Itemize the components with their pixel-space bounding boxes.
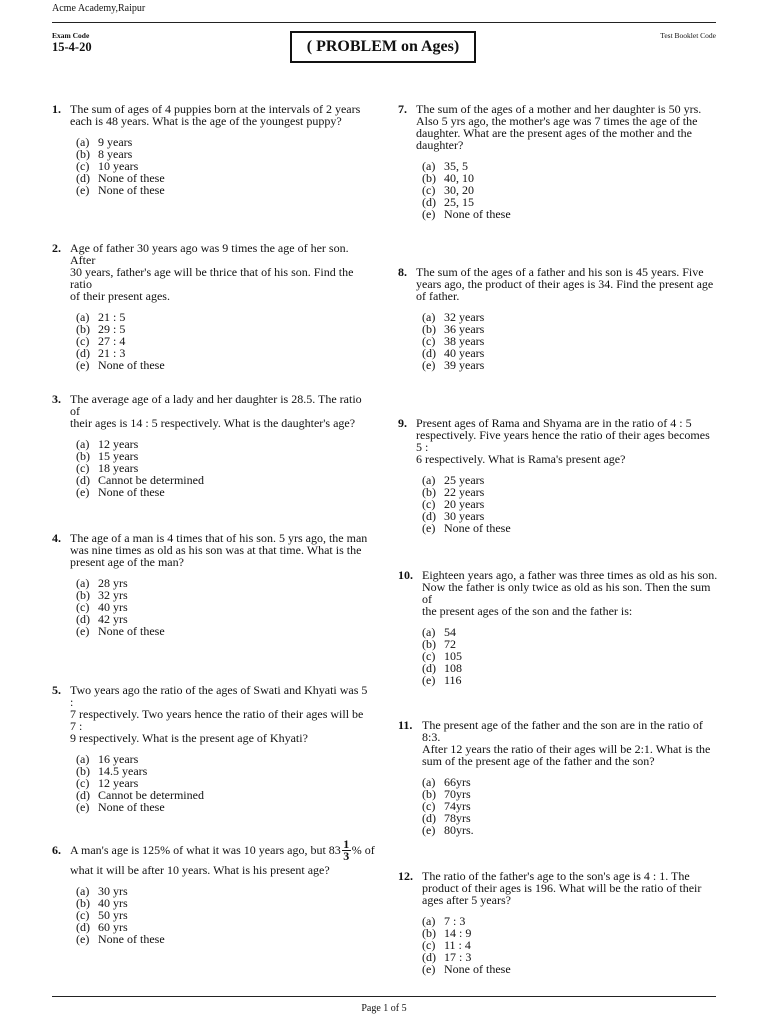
option: (e) None of these <box>422 521 511 535</box>
option: (d) Cannot be determined <box>76 473 204 487</box>
option: (e) None of these <box>76 932 165 946</box>
option: (d) 42 yrs <box>76 612 128 626</box>
question-5 <box>52 684 372 813</box>
option: (a) 66yrs <box>422 775 471 789</box>
question-1 <box>52 103 372 196</box>
question-7 <box>398 103 718 220</box>
question-text: Eighteen years ago, a father was three times as old as his son. Now the father is only twice as old as his son. Then the sum of the present ages of the son and the father is: <box>422 568 718 618</box>
question-text: The sum of the ages of a mother and her daughter is 50 yrs. Also 5 yrs ago, the mother's age was 7 times the age of the daughter. What are the present ages of the mother and the daughter? <box>416 102 702 152</box>
options-list <box>76 136 372 196</box>
booklet-code-label: Test Booklet Code <box>660 31 716 40</box>
option: (a) 25 years <box>422 473 485 487</box>
option: (a) 32 years <box>422 310 485 324</box>
options-list <box>422 311 718 371</box>
option: (d) 21 : 3 <box>76 346 126 360</box>
option: (c) 27 : 4 <box>76 334 126 348</box>
option: (b) 14.5 years <box>76 764 148 778</box>
header-rule <box>52 22 716 23</box>
question-text: Two years ago the ratio of the ages of Swati and Khyati was 5 : 7 respectively. Two years hence the ratio of their ages will be 7 : 9 respectively. What is the present age of Khyati? <box>70 683 368 745</box>
question-text: The ratio of the father's age to the son's age is 4 : 1. The product of their ages is 196. What will be the ratio of their ages after 5 years? <box>422 869 702 907</box>
question-8 <box>398 266 718 371</box>
option: (a) 21 : 5 <box>76 310 126 324</box>
question-number: 1. <box>52 102 61 116</box>
question-12 <box>398 870 718 975</box>
question-number: 8. <box>398 265 407 279</box>
question-4 <box>52 532 372 637</box>
option: (d) 108 <box>422 661 462 675</box>
option: (b) 8 years <box>76 147 133 161</box>
question-10 <box>398 569 718 686</box>
option: (b) 14 : 9 <box>422 926 472 940</box>
option: (c) 38 years <box>422 334 485 348</box>
option: (a) 30 yrs <box>76 884 128 898</box>
fraction: $\frac{1}{3}$ <box>343 836 350 863</box>
options-list <box>76 577 372 637</box>
option: (d) 40 years <box>422 346 485 360</box>
option: (e) 116 <box>422 673 462 687</box>
question-6 <box>52 836 382 945</box>
option: (d) 78yrs <box>422 811 471 825</box>
option: (c) 50 yrs <box>76 908 128 922</box>
question-text: The average age of a lady and her daughter is 28.5. The ratio of their ages is 14 : 5 respectively. What is the daughter's age? <box>70 392 362 430</box>
option: (b) 32 yrs <box>76 588 128 602</box>
page-title: ( PROBLEM on Ages) <box>306 38 460 55</box>
question-number: 12. <box>398 869 413 883</box>
option: (c) 12 years <box>76 776 139 790</box>
option: (c) 11 : 4 <box>422 938 471 952</box>
options-list <box>76 311 372 371</box>
option: (b) 36 years <box>422 322 485 336</box>
question-text: Present ages of Rama and Shyama are in the ratio of 4 : 5 respectively. Five years hence the ratio of their ages becomes 5 : 6 respectively. What is Rama's present age? <box>416 416 710 466</box>
option: (b) 70yrs <box>422 787 471 801</box>
question-9 <box>398 417 718 534</box>
question-number: 3. <box>52 392 61 406</box>
option: (a) 28 yrs <box>76 576 128 590</box>
option: (c) 18 years <box>76 461 139 475</box>
page-number: Page 1 of 5 <box>361 1003 407 1014</box>
option: (e) None of these <box>76 800 165 814</box>
question-2 <box>52 242 372 371</box>
option: (e) None of these <box>76 358 165 372</box>
option: (c) 74yrs <box>422 799 471 813</box>
option: (e) None of these <box>76 485 165 499</box>
option: (a) 12 years <box>76 437 139 451</box>
options-list <box>422 626 718 686</box>
footer-rule <box>52 996 716 997</box>
option: (d) 17 : 3 <box>422 950 472 964</box>
option: (e) None of these <box>422 962 511 976</box>
question-number: 7. <box>398 102 407 116</box>
question-text: A man's age is 125% of what it was 10 years ago, but 83 $\frac{1}{3}$ % of what it will be after 10 years. What is his present age? <box>70 836 375 877</box>
option: (a) 35, 5 <box>422 159 468 173</box>
option: (c) 40 yrs <box>76 600 128 614</box>
option: (e) None of these <box>422 207 511 221</box>
question-11 <box>398 719 718 836</box>
option: (b) 29 : 5 <box>76 322 126 336</box>
question-text: The sum of ages of 4 puppies born at the intervals of 2 years each is 48 years. What is the age of the youngest puppy? <box>70 102 361 128</box>
question-text: Age of father 30 years ago was 9 times the age of her son. After 30 years, father's age will be thrice that of his son. Find the ratio of their present ages. <box>70 241 354 303</box>
question-text: The sum of the ages of a father and his son is 45 years. Five years ago, the product of their ages is 34. Find the present age of father. <box>416 265 714 303</box>
option: (e) 39 years <box>422 358 485 372</box>
option: (a) 16 years <box>76 752 139 766</box>
option: (e) None of these <box>76 183 165 197</box>
question-3 <box>52 393 372 498</box>
option: (c) 10 years <box>76 159 139 173</box>
title-box <box>290 31 476 63</box>
option: (d) None of these <box>76 171 165 185</box>
option: (d) 30 years <box>422 509 485 523</box>
option: (e) 80yrs. <box>422 823 474 837</box>
options-list <box>76 753 372 813</box>
question-number: 2. <box>52 241 61 255</box>
exam-code: 15-4-20 <box>52 40 92 54</box>
options-list <box>422 915 718 975</box>
options-list <box>76 438 372 498</box>
question-text: The present age of the father and the son are in the ratio of 8:3. After 12 years the ratio of their ages will be 2:1. What is the sum of the present age of the father and the son? <box>422 718 711 768</box>
option: (c) 30, 20 <box>422 183 474 197</box>
options-list <box>76 885 382 945</box>
option: (a) 9 years <box>76 135 133 149</box>
exam-code-label: Exam Code <box>52 31 90 40</box>
option: (b) 40, 10 <box>422 171 474 185</box>
option: (d) 60 yrs <box>76 920 128 934</box>
option: (a) 54 <box>422 625 456 639</box>
question-number: 6. <box>52 843 61 857</box>
options-list <box>422 474 718 534</box>
question-text: The age of a man is 4 times that of his son. 5 yrs ago, the man was nine times as old as his son was at that time. What is the present age of the man? <box>70 531 368 569</box>
question-number: 9. <box>398 416 407 430</box>
option: (a) 7 : 3 <box>422 914 466 928</box>
option: (e) None of these <box>76 624 165 638</box>
question-number: 11. <box>398 718 413 732</box>
option: (b) 22 years <box>422 485 485 499</box>
question-number: 4. <box>52 531 61 545</box>
option: (b) 15 years <box>76 449 139 463</box>
options-list <box>422 160 718 220</box>
option: (d) Cannot be determined <box>76 788 204 802</box>
option: (b) 72 <box>422 637 456 651</box>
institute-name: Acme Academy,Raipur <box>52 3 146 14</box>
option: (c) 105 <box>422 649 462 663</box>
option: (b) 40 yrs <box>76 896 128 910</box>
option: (c) 20 years <box>422 497 485 511</box>
question-number: 10. <box>398 568 413 582</box>
options-list <box>422 776 718 836</box>
question-number: 5. <box>52 683 61 697</box>
option: (d) 25, 15 <box>422 195 474 209</box>
